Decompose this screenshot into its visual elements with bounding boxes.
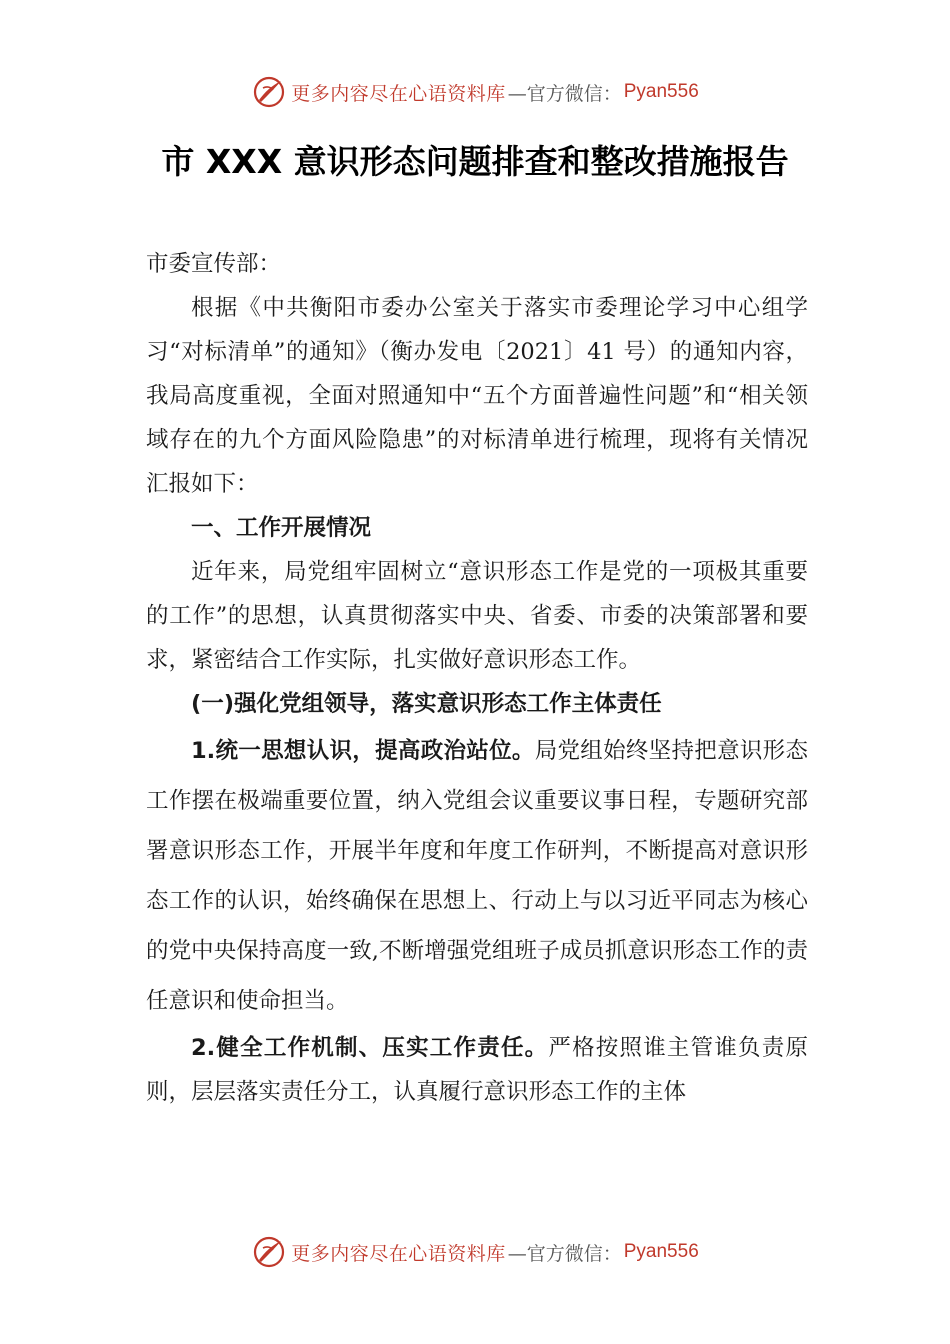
document-title: 市 XXX 意识形态问题排查和整改措施报告 [161, 142, 789, 181]
intro-paragraph: 根据《中共衡阳市委办公室关于落实市委理论学习中心组学习“对标清单”的通知》（衡办发电〔2021〕41 号）的通知内容，我局高度重视，全面对照通知中“五个方面普遍性问题”和“相关领域存在的九个方面风险隐患”的对标清单进行梳理，现将有关情况汇报如下： [146, 295, 808, 497]
watermark-text: 更多内容尽在心语资料库 [291, 1242, 506, 1265]
item-2-lead: 2.健全工作机制、压实工作责任。 [191, 1035, 549, 1061]
item-2-paragraph [146, 1026, 808, 1114]
document-body [146, 242, 808, 1114]
watermark-footer [0, 1232, 950, 1272]
item-1-lead: 1.统一思想认识，提高政治站位。 [191, 738, 535, 764]
item-2-text: 严格按照谁主管谁负责原则，层层落实责任分工，认真履行意识形态工作的主体 [146, 1035, 808, 1105]
watermark-account: Pyan556 [623, 81, 699, 102]
watermark-header [0, 72, 950, 112]
salutation: 市委宣传部： [146, 251, 282, 277]
watermark-account: Pyan556 [623, 1241, 699, 1262]
watermark-text: 更多内容尽在心语资料库 [291, 82, 506, 105]
section-heading-1: 一、工作开展情况 [191, 515, 372, 541]
feather-brush-icon [251, 74, 287, 110]
subsection-heading-1: (一)强化党组领导，落实意识形态工作主体责任 [191, 691, 662, 717]
watermark-separator: —官方微信： [507, 82, 622, 105]
section-1-paragraph: 近年来，局党组牢固树立“意识形态工作是党的一项极其重要的工作”的思想，认真贯彻落实中央、省委、市委的决策部署和要求，紧密结合工作实际，扎实做好意识形态工作。 [146, 559, 808, 673]
feather-brush-icon [251, 1234, 287, 1270]
item-1-text: 局党组始终坚持把意识形态工作摆在极端重要位置，纳入党组会议重要议事日程，专题研究部署意识形态工作，开展半年度和年度工作研判，不断提高对意识形态工作的认识，始终确保在思想上、行动上与以习近平同志为核心的党中央保持高度一致,不断增强党组班子成员抓意识形态工作的责任意识和使命担当。 [146, 738, 808, 1014]
watermark-separator: —官方微信： [507, 1242, 622, 1265]
item-1-paragraph [146, 726, 808, 1026]
